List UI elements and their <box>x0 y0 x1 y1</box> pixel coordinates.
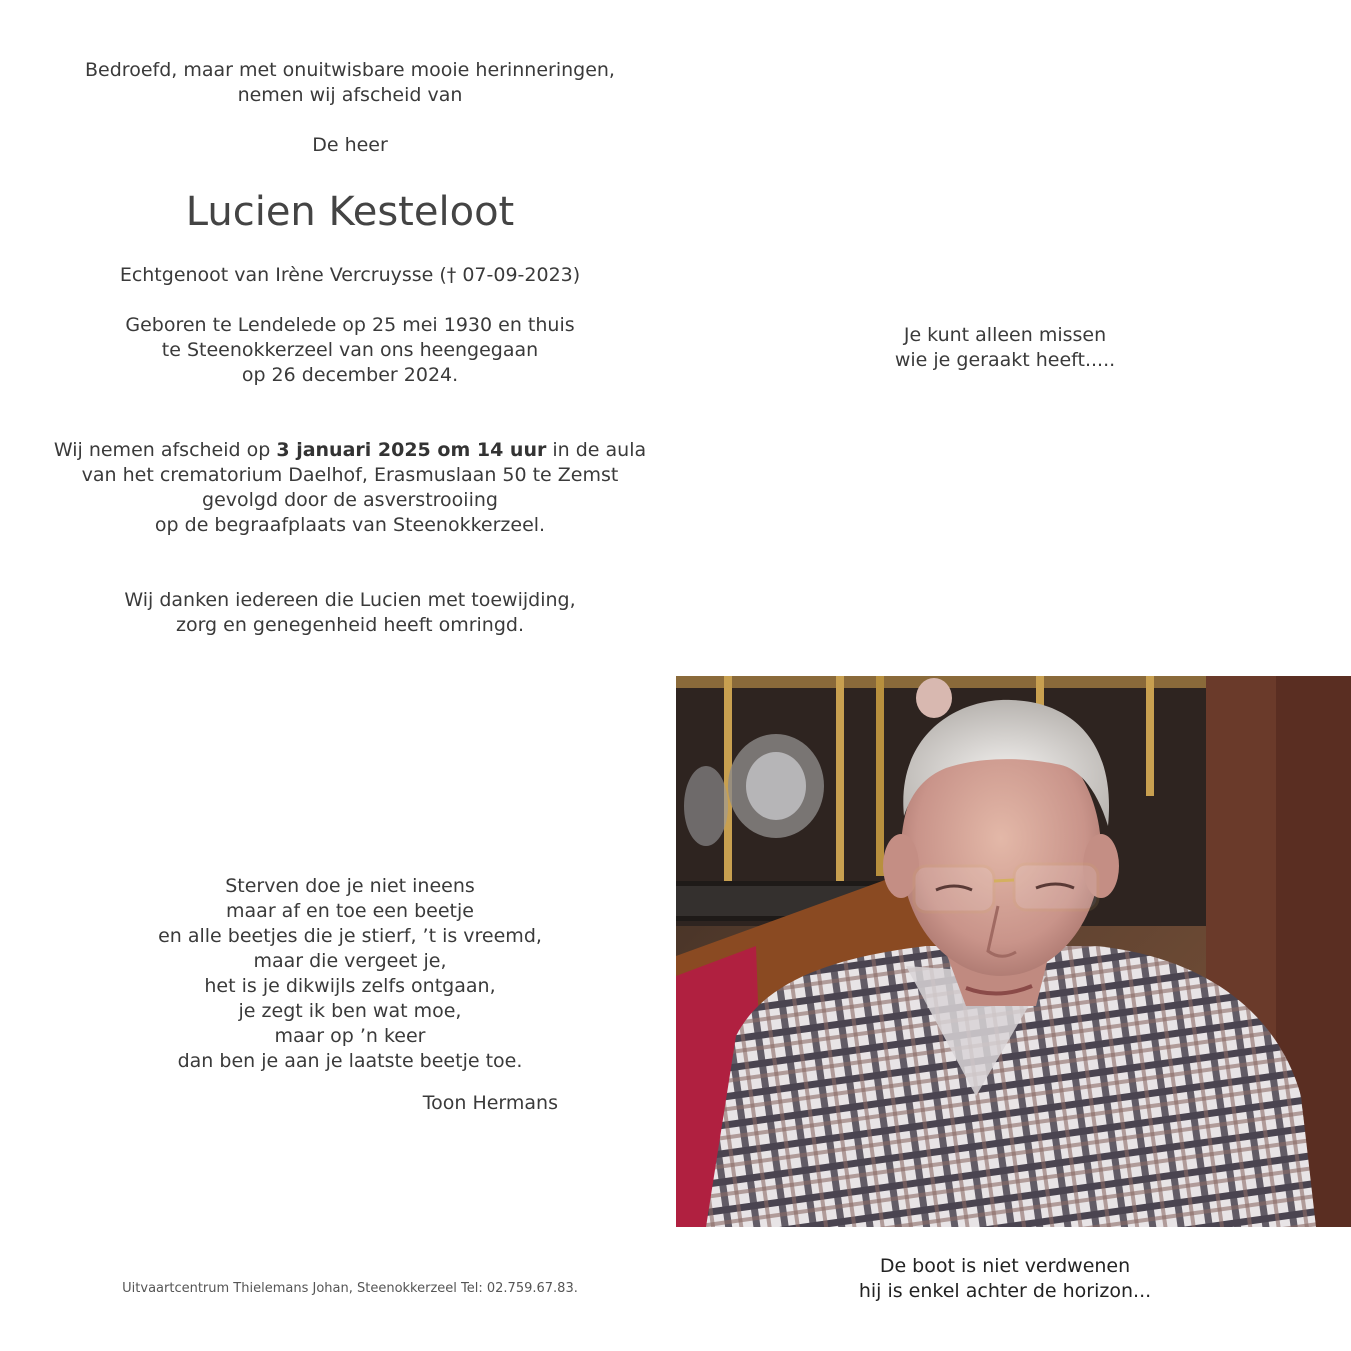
intro-line-1: Bedroefd, maar met onuitwisbare mooie herinneringen, <box>85 59 615 81</box>
funeral-home-footer: Uitvaartcentrum Thielemans Johan, Steenokkerzeel Tel: 02.759.67.83. <box>122 1281 578 1296</box>
poem-author: Toon Hermans <box>422 1092 558 1114</box>
poem-line: maar op ’n keer <box>274 1025 426 1047</box>
ceremony-line-3: gevolgd door de asverstrooiing <box>202 489 498 511</box>
poem-line: dan ben je aan je laatste beetje toe. <box>177 1050 523 1072</box>
intro-line-2: nemen wij afscheid van <box>237 84 463 106</box>
birth-line-3: op 26 december 2024. <box>241 364 459 386</box>
poem-line: maar die vergeet je, <box>253 950 447 972</box>
ceremony-line-1 <box>20 438 680 463</box>
birth-line-1: Geboren te Lendelede op 25 mei 1930 en thuis <box>125 314 575 336</box>
poem-line: het is je dikwijls zelfs ontgaan, <box>204 975 496 997</box>
poem-line: Sterven doe je niet ineens <box>225 875 475 897</box>
thanks-line-2: zorg en genegenheid heeft omringd. <box>175 614 525 636</box>
spouse-line: Echtgenoot van Irène Vercruysse († 07-09-2023) <box>119 264 581 286</box>
ceremony-line-1-after: in de aula <box>546 439 647 461</box>
quote-bottom <box>680 1254 1330 1304</box>
intro-text <box>20 58 680 108</box>
ceremony-line-4: op de begraafplaats van Steenokkerzeel. <box>154 514 546 536</box>
ceremony-info <box>20 438 680 538</box>
ceremony-date-time: 3 januari 2025 om 14 uur <box>276 439 547 461</box>
birth-info <box>20 313 680 388</box>
poem-line: en alle beetjes die je stierf, ’t is vreemd, <box>158 925 542 947</box>
quote-right-line-1: Je kunt alleen missen <box>903 324 1107 346</box>
poem-line: maar af en toe een beetje <box>226 900 474 922</box>
thanks-line-1: Wij danken iedereen die Lucien met toewijding, <box>124 589 576 611</box>
title-prefix: De heer <box>312 134 388 156</box>
deceased-name: Lucien Kesteloot <box>185 189 515 235</box>
ceremony-line-2: van het crematorium Daelhof, Erasmuslaan 50 te Zemst <box>81 464 619 486</box>
portrait-photo <box>676 676 1351 1227</box>
birth-line-2: te Steenokkerzeel van ons heengegaan <box>161 339 539 361</box>
poem <box>20 874 680 1074</box>
ceremony-line-1-before: Wij nemen afscheid op <box>53 439 277 461</box>
quote-right <box>680 323 1330 373</box>
thanks-text <box>20 588 680 638</box>
quote-bottom-line-1: De boot is niet verdwenen <box>879 1255 1131 1277</box>
quote-right-line-2: wie je geraakt heeft..... <box>894 349 1116 371</box>
quote-bottom-line-2: hij is enkel achter de horizon... <box>858 1280 1152 1302</box>
poem-line: je zegt ik ben wat moe, <box>238 1000 462 1022</box>
